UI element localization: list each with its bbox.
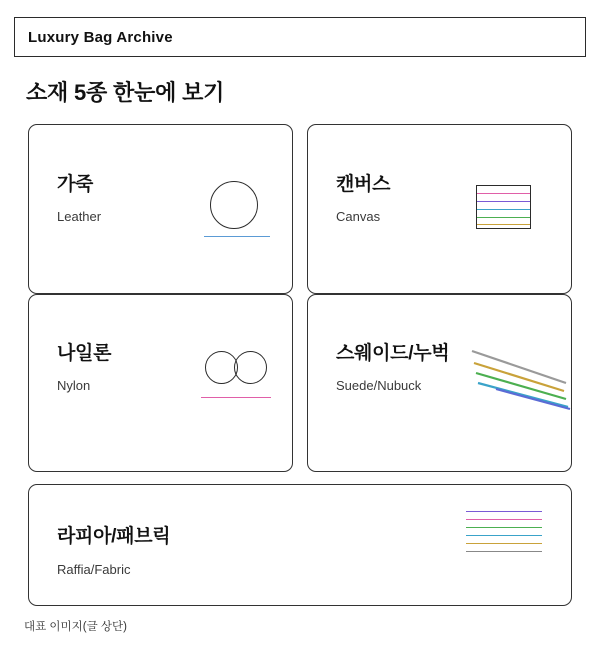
pink-underline-shape: [201, 397, 271, 398]
material-name-en: Nylon: [57, 378, 91, 393]
material-card-raffia[interactable]: [28, 484, 572, 606]
stripe-box-shape: [476, 185, 531, 229]
page-title: 소재 5종 한눈에 보기: [26, 80, 225, 105]
material-card-nylon[interactable]: [28, 294, 293, 472]
app-title: Luxury Bag Archive: [28, 28, 173, 46]
material-name-ko: 스웨이드/누벅: [336, 343, 450, 364]
material-name-ko: 캔버스: [336, 174, 391, 195]
material-name-en: Leather: [57, 209, 102, 224]
circle-outline-icon: [204, 181, 276, 243]
material-name-ko: 라피아/패브릭: [57, 526, 171, 547]
circle-shape-right: [234, 351, 267, 384]
diagonal-lines-icon: [470, 347, 580, 411]
app-header-bar: [14, 17, 586, 57]
figure-caption: 대표 이미지(글 상단): [24, 621, 127, 633]
material-name-ko: 나일론: [57, 343, 112, 364]
material-name-en: Raffia/Fabric: [57, 562, 131, 577]
circle-shape: [210, 181, 258, 229]
diagonal-lines-svg: [470, 347, 580, 411]
stacked-lines-icon: [466, 511, 546, 573]
material-name-ko: 가죽: [57, 174, 94, 195]
blue-underline-shape: [204, 236, 270, 237]
material-name-en: Suede/Nubuck: [336, 378, 422, 393]
striped-rectangle-icon: [476, 185, 546, 241]
material-card-leather[interactable]: [28, 124, 293, 294]
two-circles-icon: [201, 351, 279, 409]
material-card-canvas[interactable]: [307, 124, 572, 294]
material-name-en: Canvas: [336, 209, 381, 224]
material-card-suede[interactable]: [307, 294, 572, 472]
